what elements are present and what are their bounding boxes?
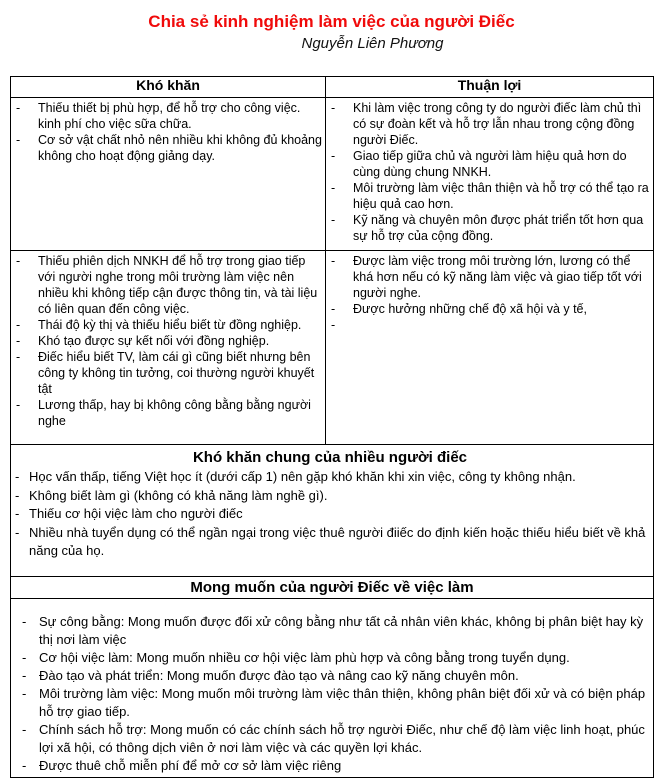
list-item: - Đào tạo và phát triển: Mong muốn được đào tạo và nâng cao kỹ năng chuyên môn.: [11, 667, 649, 685]
list-item: - Được hưởng những chế độ xã hội và y tế,: [326, 301, 650, 317]
common-difficulties-row: [11, 445, 654, 577]
advantages-list-row1: [326, 98, 653, 246]
common-difficulties-list: [11, 468, 649, 561]
list-item: - Học vấn thấp, tiếng Việt học ít (dưới cấp 1) nên gặp khó khăn khi xin việc, công ty không nhận.: [11, 468, 649, 487]
list-item: - Thiếu thiết bị phù hợp, để hỗ trợ cho công việc. kinh phí cho việc sữa chữa.: [11, 100, 322, 132]
list-item: - Thiếu cơ hội việc làm cho người điếc: [11, 505, 649, 524]
list-item: [326, 317, 650, 333]
list-item: - Kỹ năng và chuyên môn được phát triển tốt hơn qua sự hỗ trợ của cộng đồng.: [326, 212, 650, 244]
common-difficulties-heading: Khó khăn chung của nhiều người điếc: [192, 449, 468, 466]
list-item: - Chính sách hỗ trợ: Mong muốn có các chính sách hỗ trợ người Điếc, như chế độ làm việc linh hoạt, phúc lợi xã hội, có thông dịch viên ở nơi làm việc và các quyền lợi khác.: [11, 721, 649, 757]
list-item: - Sự công bằng: Mong muốn được đối xử công bằng như tất cả nhân viên khác, không bị phân biệt hay kỳ thị nơi làm việc: [11, 613, 649, 649]
list-item: - Được làm việc trong môi trường lớn, lương có thể khá hơn nếu có kỹ năng làm việc và giao tiếp tốt với người nghe.: [326, 253, 650, 301]
list-item: - Giao tiếp giữa chủ và người làm hiệu quả hơn do cùng dùng chung NNKH.: [326, 148, 650, 180]
difficulties-list-row2: [11, 251, 325, 431]
list-item: - Cơ sở vật chất nhỏ nên nhiều khi không đủ khoảng không cho hoạt động giảng dạy.: [11, 132, 322, 164]
table-header-row: [11, 77, 654, 98]
list-item: - Thiếu phiên dịch NNKH để hỗ trợ trong giao tiếp với người nghe trong môi trường làm việc nên nhiều khi không tiếp cận được thông tin, và tài liệu có liên quan đến công việc.: [11, 253, 322, 317]
page-title: Chia sẻ kinh nghiệm làm việc của người Điếc: [148, 12, 515, 31]
list-item: - Được thuê chỗ miễn phí để mở cơ sở làm việc riêng: [11, 757, 649, 775]
experience-table: [10, 76, 654, 778]
list-item: - Điếc hiểu biết TV, làm cái gì cũng biết nhưng bên công ty không tin tưởng, coi thường người khuyết tật: [11, 349, 322, 397]
wishes-list: [11, 599, 653, 777]
list-item: - Thái độ kỳ thị và thiếu hiểu biết từ đồng nghiệp.: [11, 317, 322, 333]
advantages-list-row2: [326, 251, 653, 335]
column-header-advantages: Thuận lợi: [326, 77, 654, 98]
list-item: - Khi làm việc trong công ty do người điếc làm chủ thì có sự đoàn kết và hỗ trợ lẫn nhau trong cộng đồng người Điếc.: [326, 100, 650, 148]
wishes-content-row: [11, 599, 654, 778]
difficulties-list-row1: [11, 98, 325, 166]
list-item: - Lương thấp, hay bị không công bằng bằng người nghe: [11, 397, 322, 429]
table-row: [11, 98, 654, 251]
list-item: - Môi trường làm việc: Mong muốn môi trường làm việc thân thiện, không phân biệt đối xử và có biện pháp hỗ trợ giao tiếp.: [11, 685, 649, 721]
list-item: - Khó tạo được sự kết nối với đồng nghiệp.: [11, 333, 322, 349]
list-item: - Cơ hội việc làm: Mong muốn nhiều cơ hội việc làm phù hợp và công bằng trong tuyển dụng.: [11, 649, 649, 667]
list-item: - Không biết làm gì (không có khả năng làm nghề gì).: [11, 487, 649, 506]
wishes-header-row: [11, 577, 654, 599]
author-byline: Nguyễn Liên Phương: [301, 35, 444, 52]
table-row: [11, 251, 654, 445]
wishes-heading: Mong muốn của người Điếc về việc làm: [190, 579, 474, 596]
column-header-difficulties: Khó khăn: [11, 77, 326, 98]
list-item: - Nhiều nhà tuyển dụng có thể ngần ngại trong việc thuê người điiếc do định kiến hoặc thiếu hiểu biết về khả năng của họ.: [11, 524, 649, 561]
list-item: - Môi trường làm việc thân thiện và hỗ trợ có thể tạo ra hiệu quả cao hơn.: [326, 180, 650, 212]
